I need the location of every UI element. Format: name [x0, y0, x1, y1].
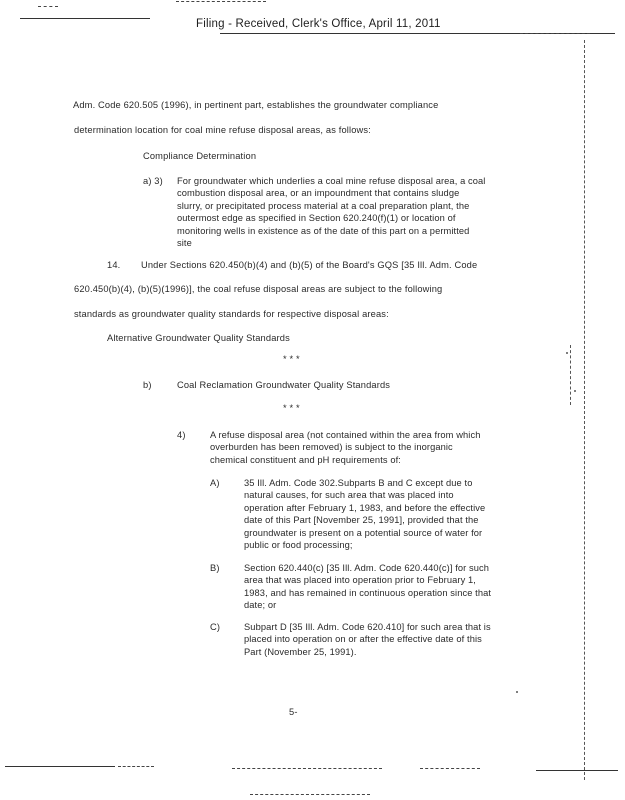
- item-4-line: overburden has been removed) is subject to the inorganic: [210, 442, 453, 453]
- item-a3-line: For groundwater which underlies a coal mine refuse disposal area, a coal: [177, 176, 486, 186]
- right-edge-scan-line: [570, 345, 571, 405]
- alt-standards-heading: Alternative Groundwater Quality Standards: [107, 333, 290, 343]
- item-a3-line: monitoring wells in existence as of the date of this part on a permitted: [177, 225, 470, 236]
- item-b-heading: Coal Reclamation Groundwater Quality Standards: [177, 380, 391, 390]
- filing-stamp: Filing - Received, Clerk's Office, April 11, 2011: [196, 18, 441, 30]
- item-C-label: C): [210, 622, 221, 632]
- ellipsis-2: * * *: [283, 403, 300, 413]
- intro-paragraph-line-1: Adm. Code 620.505 (1996), in pertinent part, establishes the groundwater compliance: [73, 100, 439, 110]
- item-B-line: Section 620.440(c) [35 Ill. Adm. Code 620.440(c)] for such: [244, 563, 490, 573]
- item-b-label: b): [143, 380, 152, 390]
- bottom-scan-dash: [118, 766, 154, 767]
- bottom-scan-dash: [232, 768, 382, 769]
- item-a3-line: combustion disposal area, or an impoundment that contains sludge: [177, 188, 460, 199]
- item-a3-line: outermost edge as specified in Section 620.240(f)(1) or location of: [177, 213, 456, 224]
- item-C-text: [244, 621, 491, 658]
- top-right-scan-dash: [520, 33, 590, 34]
- item-A-line: groundwater is present on a potential source of water for: [244, 527, 483, 538]
- item-A-line: public or food processing;: [244, 540, 353, 551]
- item-A-line: date of this Part [November 25, 1991], provided that the: [244, 515, 479, 526]
- item-4-label: 4): [177, 430, 186, 440]
- scan-speck: [566, 352, 568, 354]
- compliance-heading: Compliance Determination: [143, 151, 257, 161]
- scan-speck: [516, 691, 518, 693]
- para-14-line-2: 620.450(b)(4), (b)(5)(1996)], the coal refuse disposal areas are subject to the following: [74, 284, 443, 294]
- scan-speck: [574, 390, 576, 392]
- item-B-line: 1983, and has remained in continuous operation since that: [244, 587, 492, 598]
- top-scan-dash: [176, 1, 266, 2]
- item-a3-text: [177, 175, 485, 249]
- bottom-scan-line: [5, 766, 115, 767]
- bottom-scan-line: [536, 770, 618, 771]
- top-scan-dash: [38, 6, 58, 7]
- item-a3-label: a) 3): [143, 176, 163, 186]
- item-A-label: A): [210, 478, 220, 488]
- item-B-line: area that was placed into operation prior to February 1,: [244, 575, 476, 586]
- item-4-line: A refuse disposal area (not contained within the area from which: [210, 430, 481, 440]
- para-14-line-1: Under Sections 620.450(b)(4) and (b)(5) of the Board's GQS [35 Ill. Adm. Code: [141, 260, 478, 270]
- item-B-line: date; or: [244, 600, 277, 611]
- item-A-line: operation after February 1, 1983, and before the effective: [244, 502, 486, 513]
- para-14-number: 14.: [107, 260, 121, 270]
- bottom-edge-dash: [250, 794, 370, 795]
- intro-paragraph-line-2: determination location for coal mine refuse disposal areas, as follows:: [74, 125, 371, 135]
- item-A-line: natural causes, for such area that was placed into: [244, 490, 454, 501]
- item-C-line: placed into operation on or after the effective date of this: [244, 634, 482, 645]
- para-14-line-3: standards as groundwater quality standards for respective disposal areas:: [74, 309, 389, 319]
- item-C-line: Subpart D [35 Ill. Adm. Code 620.410] for such area that is: [244, 622, 491, 632]
- bottom-scan-dash: [420, 768, 480, 769]
- ellipsis-1: * * *: [283, 354, 300, 364]
- item-a3-line: site: [177, 238, 192, 249]
- item-C-line: Part (November 25, 1991).: [244, 646, 357, 657]
- item-4-text: [210, 429, 480, 466]
- item-A-line: 35 Ill. Adm. Code 302.Subparts B and C except due to: [244, 478, 473, 488]
- item-a3-line: slurry, or precipitated process material at a coal preparation plant, the: [177, 200, 470, 211]
- item-4-line: chemical constituent and pH requirements of:: [210, 454, 401, 465]
- right-edge-scan-line: [584, 40, 585, 780]
- item-B-label: B): [210, 563, 220, 573]
- page-number: 5-: [289, 707, 298, 717]
- item-A-text: [244, 477, 485, 551]
- header-rule: [20, 18, 150, 19]
- item-B-text: [244, 562, 491, 612]
